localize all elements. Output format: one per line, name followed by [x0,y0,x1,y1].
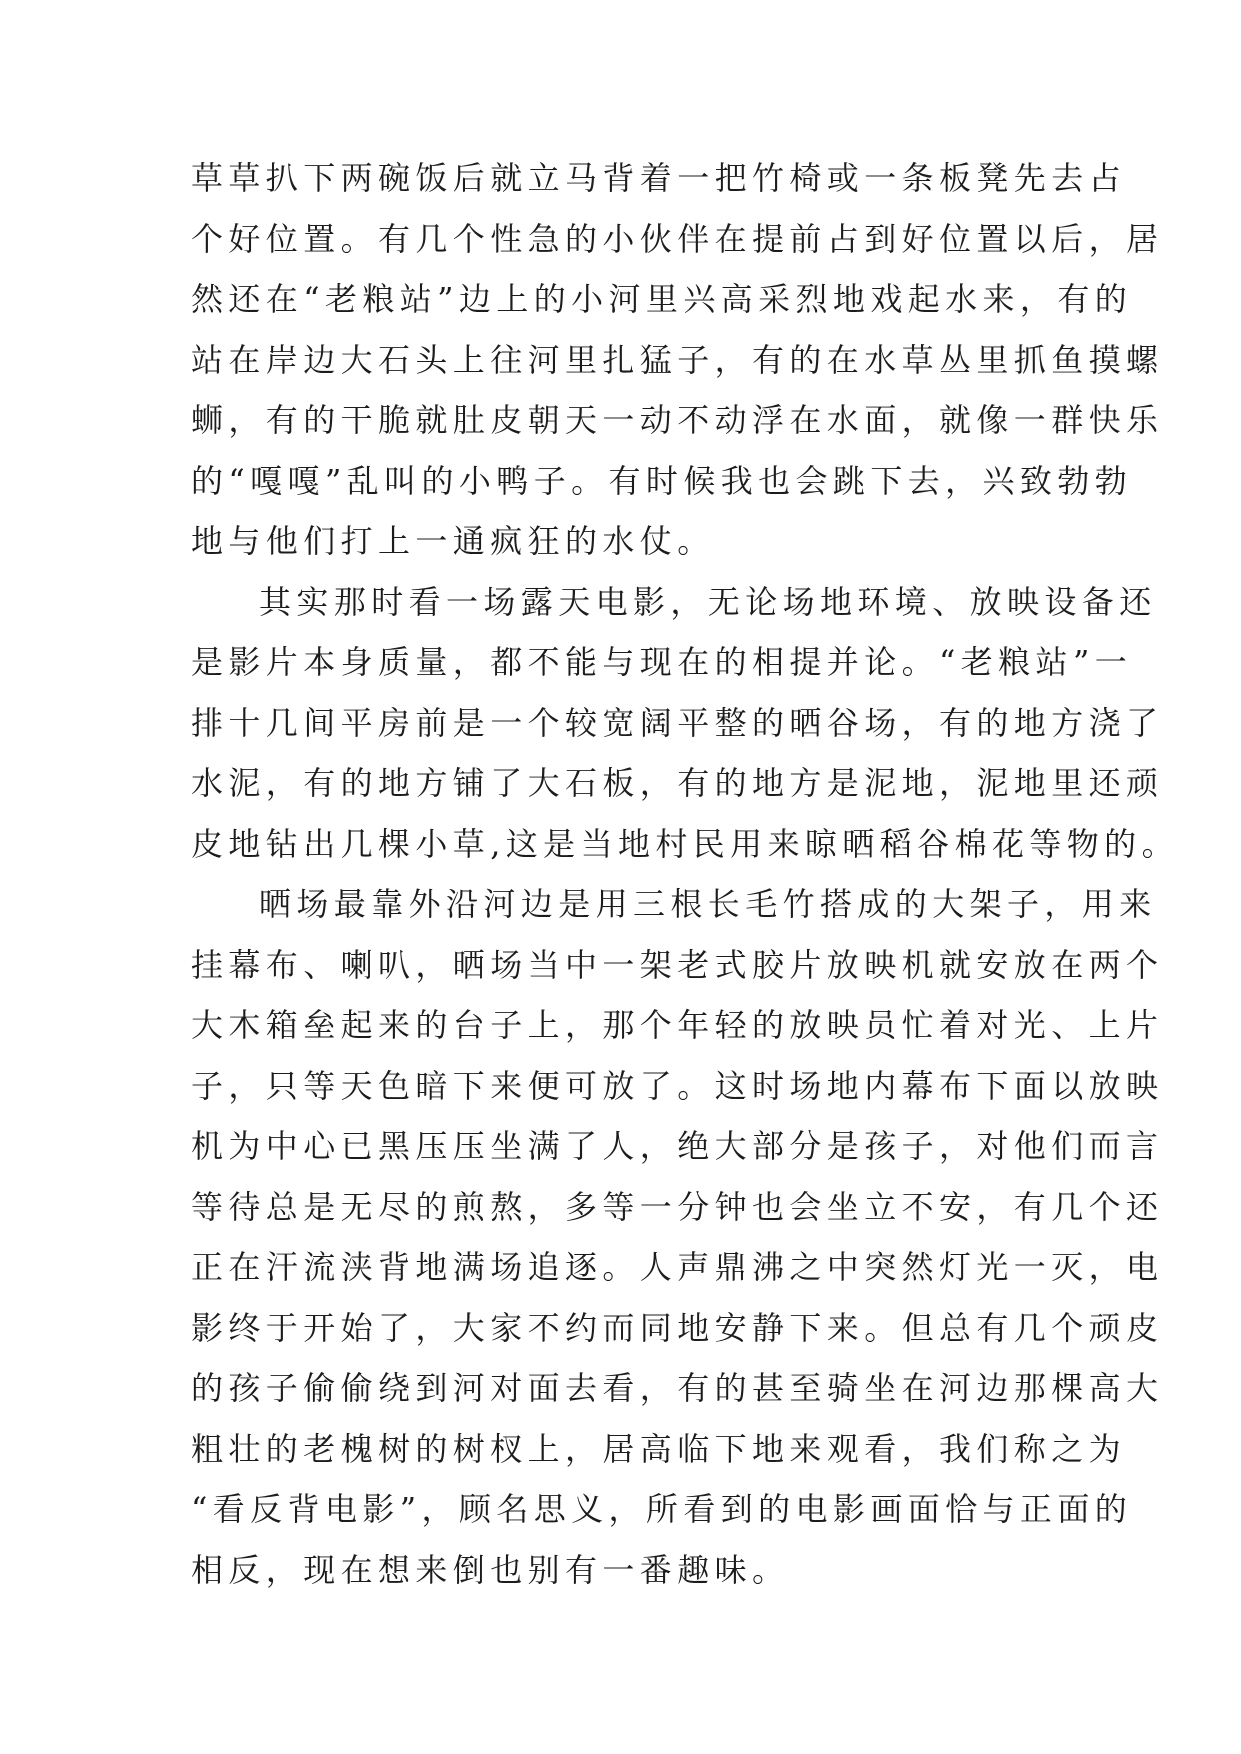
text-line: 排十几间平房前是一个较宽阔平整的晒谷场，有的地方浇了 [191,703,1164,742]
text-line: 皮地钻出几棵小草,这是当地村民用来晾晒稻谷棉花等物的。 [191,824,1179,863]
text-line: 是影片本身质量，都不能与现在的相提并论。“老粮站”一 [191,643,1133,681]
text-line: 其实那时看一场露天电影，无论场地环境、放映设备还 [259,582,1157,621]
text-line: 草草扒下两碗饭后就立马背着一把竹椅或一条板凳先去占 [191,159,1127,197]
text-line: 子，只等天色暗下来便可放了。这时场地内幕布下面以放映 [191,1066,1164,1105]
text-line: 粗壮的老槐树的树杈上，居高临下地来观看，我们称之为 [191,1429,1127,1468]
text-line: “看反背电影”，顾名思义，所看到的电影画面恰与正面的 [191,1490,1133,1528]
text-line: 相反，现在想来倒也别有一番趣味。 [191,1550,790,1589]
text-line: 的“嘎嘎”乱叫的小鸭子。有时候我也会跳下去，兴致勃勃 [191,461,1133,500]
text-line: 正在汗流浃背地满场追逐。人声鼎沸之中突然灯光一灭，电 [191,1248,1164,1286]
text-line: 站在岸边大石头上往河里扎猛子，有的在水草丛里抓鱼摸螺 [191,340,1164,379]
body-text [191,148,1179,1600]
text-line: 水泥，有的地方铺了大石板，有的地方是泥地，泥地里还顽 [191,764,1164,802]
text-line: 的孩子偷偷绕到河对面去看，有的甚至骑坐在河边那棵高大 [191,1369,1164,1407]
text-line: 地与他们打上一通疯狂的水仗。 [191,522,715,560]
text-line: 机为中心已黑压压坐满了人，绝大部分是孩子，对他们而言 [191,1127,1164,1165]
text-line: 晒场最靠外沿河边是用三根长毛竹搭成的大架子，用来 [259,885,1157,923]
text-line: 影终于开始了，大家不约而同地安静下来。但总有几个顽皮 [191,1308,1164,1347]
text-line: 个好位置。有几个性急的小伙伴在提前占到好位置以后，居 [191,219,1164,258]
text-line: 等待总是无尽的煎熬，多等一分钟也会坐立不安，有几个还 [191,1187,1164,1226]
text-line: 蛳，有的干脆就肚皮朝天一动不动浮在水面，就像一群快乐 [191,401,1164,439]
text-line: 挂幕布、喇叭，晒场当中一架老式胶片放映机就安放在两个 [191,945,1164,984]
text-line: 然还在“老粮站”边上的小河里兴高采烈地戏起水来，有的 [191,280,1133,318]
text-line: 大木箱垒起来的台子上，那个年轻的放映员忙着对光、上片 [191,1006,1164,1044]
